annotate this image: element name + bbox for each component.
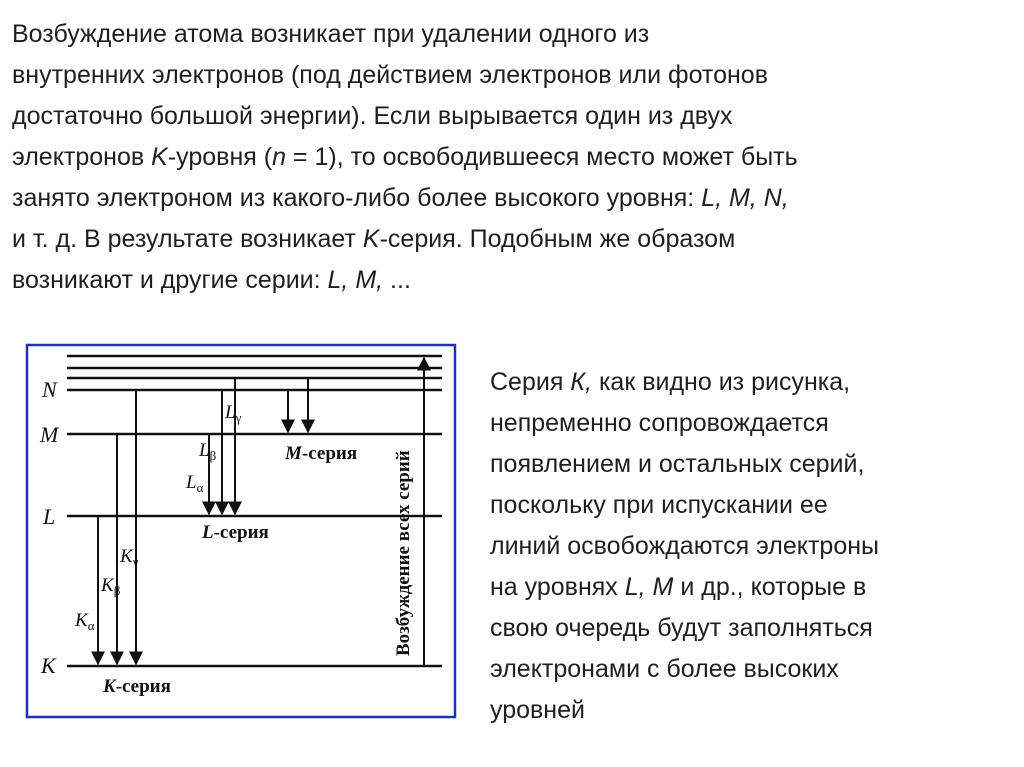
level-label-k: K — [41, 653, 56, 678]
intro-line-6: и т. д. В результате возникает K-серия. Подобным же образом — [12, 225, 736, 253]
side-line-8: электронами с более высоких — [490, 655, 839, 683]
intro-line-5: занято электроном из какого-либо более высокого уровня: L, M, N, — [12, 184, 789, 212]
side-line-5: линий освобождаются электроны — [490, 532, 880, 560]
l-gamma-label: $L_\gamma$ — [225, 402, 242, 425]
l-alpha-label: $L_\alpha$ — [186, 472, 204, 495]
m-series-label: M-серия — [285, 443, 358, 464]
k-series-label: K-серия — [103, 676, 171, 697]
side-line-6: на уровнях L, M и др., которые в — [490, 573, 867, 601]
intro-line-2: внутренних электронов (под действием электронов или фотонов — [12, 61, 768, 89]
side-explanation — [490, 362, 1010, 731]
side-line-7: свою очередь будут заполняться — [490, 614, 873, 642]
l-series-label: L-серия — [202, 522, 269, 543]
intro-line-7: возникают и другие серии: L, M, ... — [12, 266, 411, 294]
k-alpha-label: $K_\alpha$ — [75, 610, 95, 633]
intro-line-4: электронов K-уровня (n = 1), то освободившееся место может быть — [12, 143, 798, 171]
side-line-9: уровней — [490, 696, 585, 724]
side-line-3: появлением и остальных серий, — [490, 450, 865, 478]
k-gamma-label: $K_\gamma$ — [120, 546, 139, 569]
level-label-m: M — [40, 422, 59, 447]
level-label-l: L — [43, 504, 56, 529]
side-line-1: Серия К, как видно из рисунка, — [490, 368, 851, 396]
level-label-n: N — [42, 377, 57, 402]
intro-line-3: достаточно большой энергии). Если вырывается один из двух — [12, 102, 733, 130]
side-line-4: поскольку при испускании ее — [490, 491, 828, 519]
side-line-2: непременно сопровождается — [490, 409, 829, 437]
k-beta-label: $K_\beta$ — [101, 575, 121, 598]
l-beta-label: $L_\beta$ — [199, 440, 217, 463]
excitation-label: Возбуждение всех серий — [393, 450, 414, 656]
intro-line-1: Возбуждение атома возникает при удалении одного из — [12, 20, 650, 48]
